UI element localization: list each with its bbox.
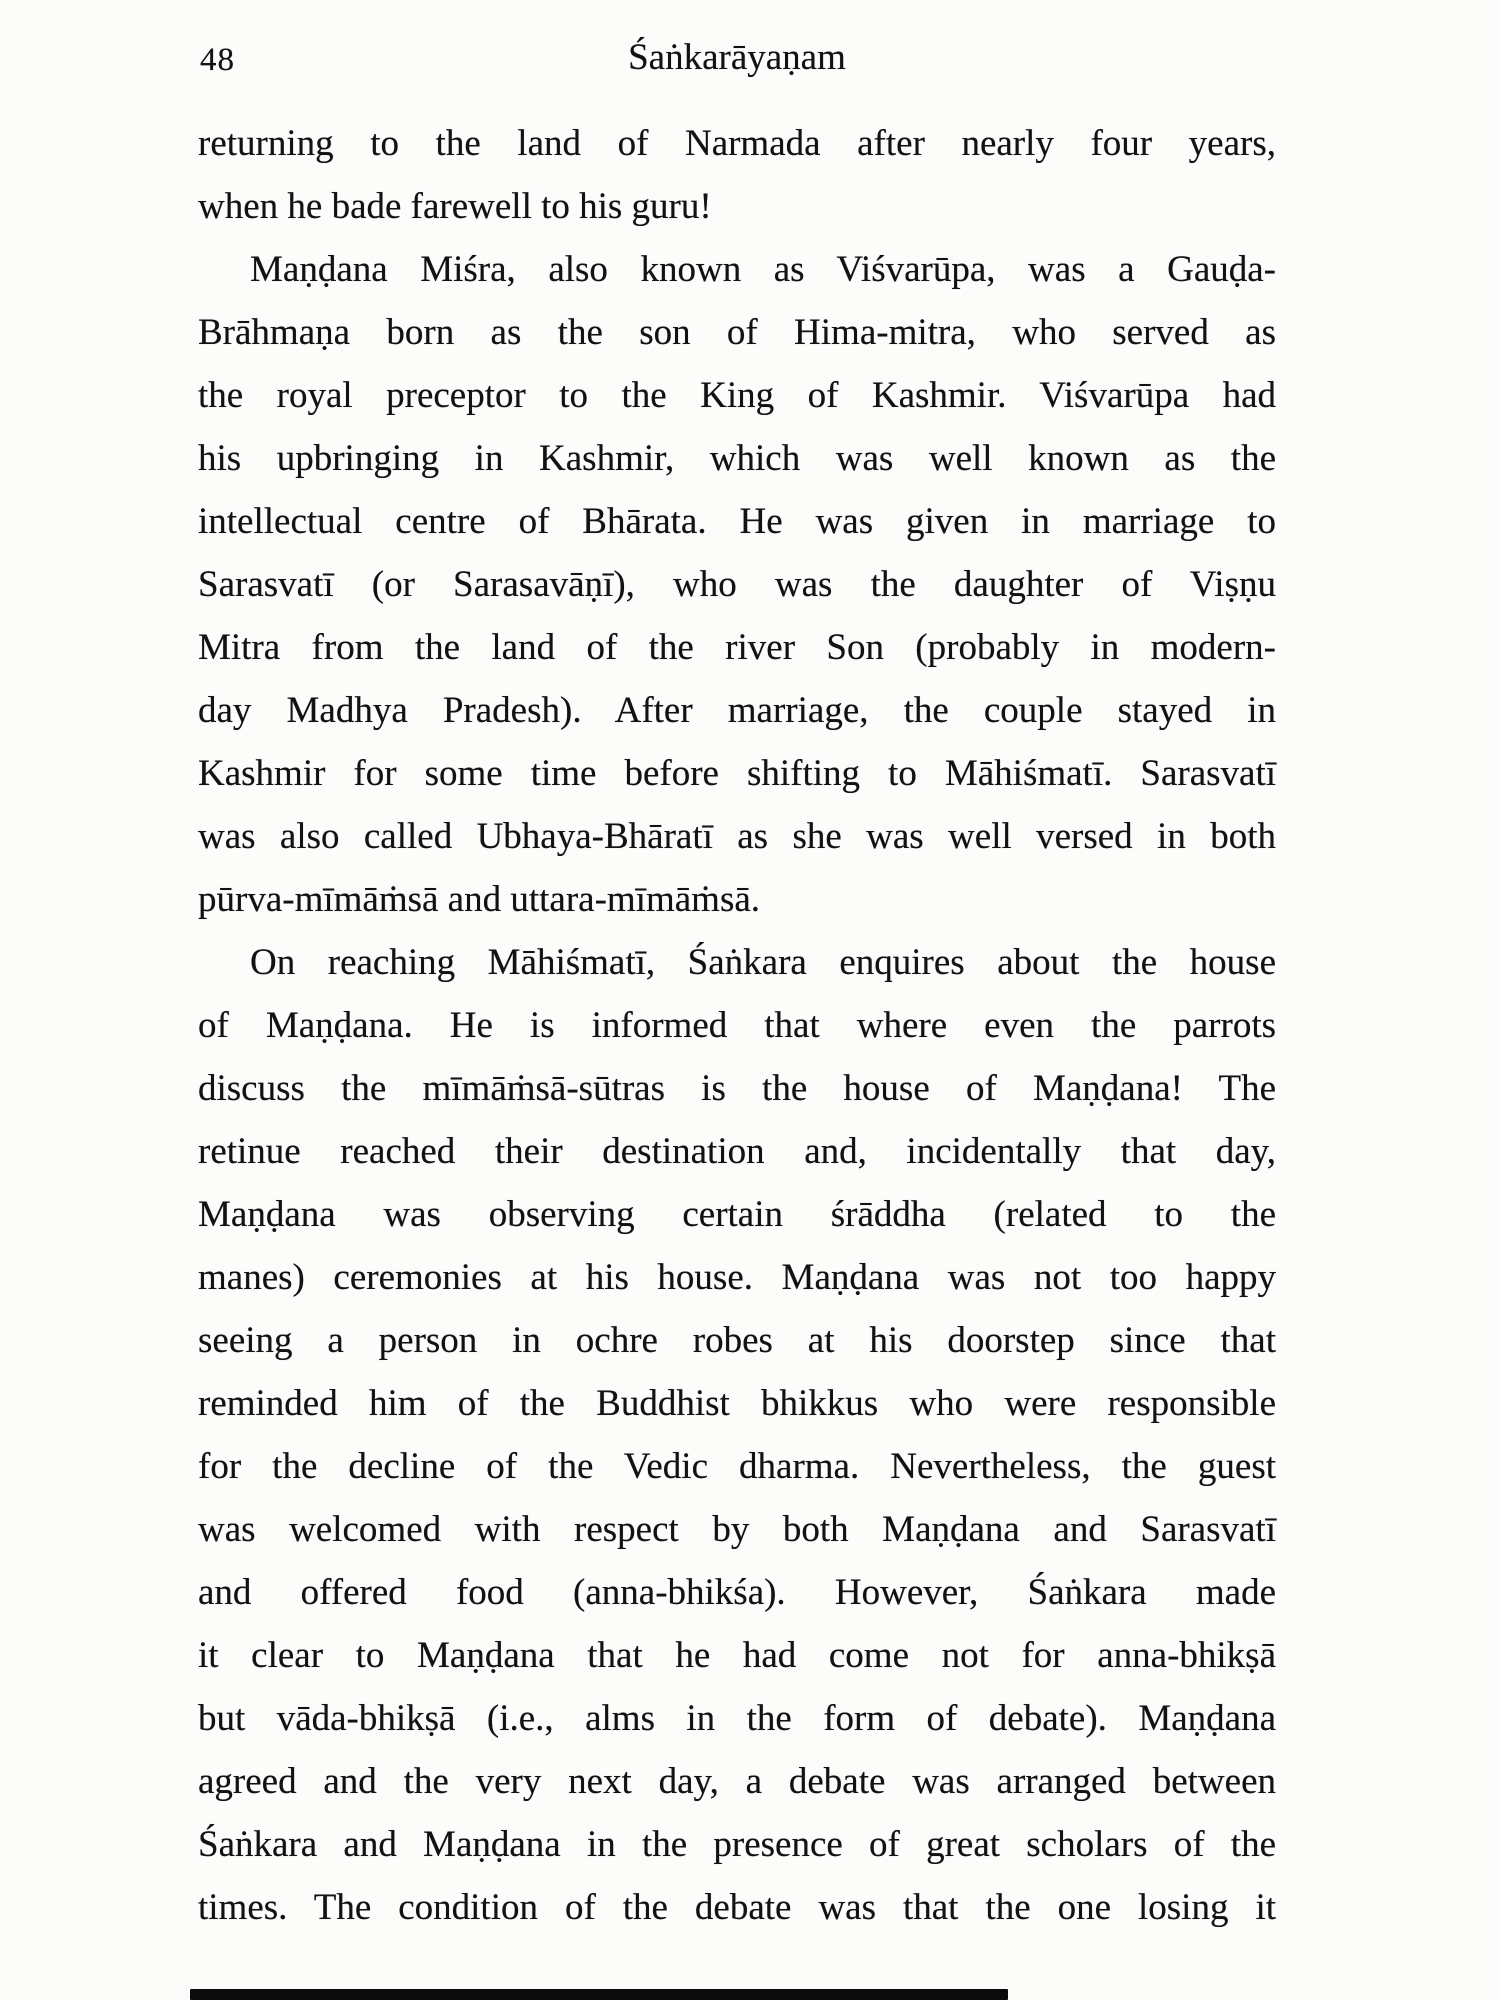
page-body-text (198, 112, 1276, 1939)
text-line: Sarasvatī (or Sarasavāṇī), who was the daughter of Viṣṇu (198, 564, 1276, 605)
text-line: seeing a person in ochre robes at his doorstep since that (198, 1320, 1276, 1361)
text-line: discuss the mīmāṁsā-sūtras is the house of Maṇḍana! The (198, 1068, 1276, 1109)
text-line: agreed and the very next day, a debate was arranged between (198, 1761, 1276, 1802)
text-line: was also called Ubhaya-Bhāratī as she was well versed in both (198, 816, 1276, 857)
text-line: of Maṇḍana. He is informed that where even the parrots (198, 1005, 1276, 1046)
text-line: reminded him of the Buddhist bhikkus who were responsible (198, 1383, 1276, 1424)
text-line: On reaching Māhiśmatī, Śaṅkara enquires about the house (250, 942, 1276, 983)
text-line: day Madhya Pradesh). After marriage, the couple stayed in (198, 690, 1276, 731)
text-line: his upbringing in Kashmir, which was well known as the (198, 438, 1276, 479)
text-line: Śaṅkara and Maṇḍana in the presence of great scholars of the (198, 1824, 1276, 1865)
text-line: times. The condition of the debate was that the one losing it (198, 1887, 1276, 1928)
text-line: it clear to Maṇḍana that he had come not for anna-bhikṣā (198, 1635, 1276, 1676)
text-line: Mitra from the land of the river Son (probably in modern- (198, 627, 1276, 668)
page-number: 48 (200, 42, 235, 78)
scan-artifact-bar (190, 1989, 1008, 2000)
running-header-title: Śaṅkarāyaṇam (628, 37, 846, 78)
text-line: Brāhmaṇa born as the son of Hima-mitra, who served as (198, 312, 1276, 353)
text-line: the royal preceptor to the King of Kashmir. Viśvarūpa had (198, 375, 1276, 416)
text-line: intellectual centre of Bhārata. He was given in marriage to (198, 501, 1276, 542)
text-line: Maṇḍana was observing certain śrāddha (related to the (198, 1194, 1276, 1235)
text-line: retinue reached their destination and, incidentally that day, (198, 1131, 1276, 1172)
text-line: pūrva-mīmāṁsā and uttara-mīmāṁsā. (198, 879, 761, 920)
text-line: when he bade farewell to his guru! (198, 186, 712, 227)
text-line: but vāda-bhikṣā (i.e., alms in the form of debate). Maṇḍana (198, 1698, 1276, 1739)
text-line: returning to the land of Narmada after nearly four years, (198, 123, 1276, 164)
text-line: Kashmir for some time before shifting to Māhiśmatī. Sarasvatī (198, 753, 1276, 794)
text-line: and offered food (anna-bhikśa). However, Śaṅkara made (198, 1572, 1276, 1613)
text-line: for the decline of the Vedic dharma. Nevertheless, the guest (198, 1446, 1276, 1487)
text-line: was welcomed with respect by both Maṇḍana and Sarasvatī (198, 1509, 1276, 1550)
text-line: manes) ceremonies at his house. Maṇḍana was not too happy (198, 1257, 1276, 1298)
text-line: Maṇḍana Miśra, also known as Viśvarūpa, was a Gauḍa- (250, 249, 1276, 290)
